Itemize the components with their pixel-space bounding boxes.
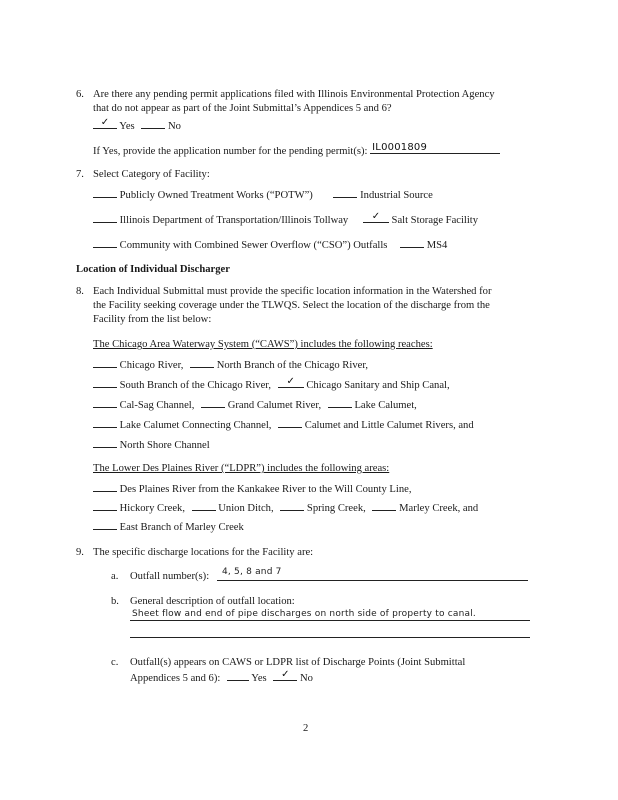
caws-row1 [93,357,368,372]
south-branch-checkbox[interactable] [93,377,117,388]
outfall-number-value: 4, 5, 8 and 7 [222,567,282,577]
q9c-yes-checkbox[interactable] [227,670,249,681]
caws-row2 [93,377,450,392]
caws-row5 [93,437,210,452]
q9a-label: a. [111,571,119,582]
page-number: 2 [303,723,309,734]
potw-label: Publicly Owned Treatment Works (“POTW”) [119,190,313,201]
hickory-checkbox[interactable] [93,500,117,511]
hickory-label: Hickory Creek, [119,503,185,514]
des-plaines-checkbox[interactable] [93,481,117,492]
ms4-label: MS4 [426,240,448,251]
q7-number: 7. [76,169,84,180]
cal-sag-label: Cal-Sag Channel, [119,400,195,411]
q9c-label: c. [111,657,119,668]
south-branch-label: South Branch of the Chicago River, [119,380,272,391]
salt-storage-label: Salt Storage Facility [391,215,479,226]
outfall-description-value: Sheet flow and end of pipe discharges on north side of property to canal. [132,609,476,619]
cso-label: Community with Combined Sewer Overflow (“CSO”) Outfalls [119,240,388,251]
ms4-checkbox[interactable] [400,237,424,248]
q9c-text2: Appendices 5 and 6): [130,673,221,684]
caws-heading: The Chicago Area Waterway System (“CAWS”) includes the following reaches: [93,339,433,350]
lake-calumet-checkbox[interactable] [328,397,352,408]
grand-calumet-checkbox[interactable] [201,397,225,408]
calumet-little-label: Calumet and Little Calumet Rivers, and [304,420,474,431]
chicago-river-label: Chicago River, [119,360,184,371]
q6-answer-row [93,118,181,133]
cal-sag-checkbox[interactable] [93,397,117,408]
q8-number: 8. [76,286,84,297]
outfall-description-field-line1[interactable] [130,620,530,621]
outfall-number-field[interactable] [217,580,528,581]
q9a-text: Outfall number(s): [130,571,210,582]
q7-row1 [93,187,433,202]
north-shore-checkbox[interactable] [93,437,117,448]
q9-title: The specific discharge locations for the Facility are: [93,547,314,558]
q6-followup-label: If Yes, provide the application number for the pending permit(s): [93,146,368,157]
spring-label: Spring Creek, [306,503,366,514]
q9c-text1: Outfall(s) appears on CAWS or LDPR list of Discharge Points (Joint Submittal [130,657,466,668]
q8-line1: Each Individual Submittal must provide the specific location information in the Watershed for [93,286,492,297]
union-checkbox[interactable] [192,500,216,511]
sanitary-ship-checkbox[interactable] [278,377,304,388]
north-shore-label: North Shore Channel [119,440,210,451]
industrial-checkbox[interactable] [333,187,357,198]
q9c-no-checkbox[interactable] [273,670,297,681]
north-branch-checkbox[interactable] [190,357,214,368]
application-number-field[interactable] [370,143,500,154]
q6-text-line1: Are there any pending permit applications filed with Illinois Environmental Protection Agency [93,89,495,100]
outfall-description-field-line2[interactable] [130,637,530,638]
caws-row4 [93,417,474,432]
q8-line2: the Facility seeking coverage under the TLWQS. Select the location of the discharge from the [93,300,490,311]
spring-checkbox[interactable] [280,500,304,511]
lake-calumet-label: Lake Calumet, [354,400,417,411]
ldpr-row1 [93,481,411,496]
marley-label: Marley Creek, and [399,503,479,514]
q7-title: Select Category of Facility: [93,169,210,180]
cso-checkbox[interactable] [93,237,117,248]
q6-number: 6. [76,89,84,100]
potw-checkbox[interactable] [93,187,117,198]
north-branch-label: North Branch of the Chicago River, [216,360,369,371]
check-mark-icon: ✓ [371,211,381,222]
calumet-little-checkbox[interactable] [278,417,302,428]
ldpr-row2 [93,500,478,515]
ldpr-row3 [93,519,244,534]
check-mark-icon: ✓ [100,117,110,128]
salt-storage-checkbox[interactable] [363,212,389,223]
application-number-value: IL0001809 [372,142,428,153]
q6-no-checkbox[interactable] [141,118,165,129]
section-heading: Location of Individual Discharger [76,264,230,275]
des-plaines-label: Des Plaines River from the Kankakee River to the Will County Line, [119,484,412,495]
union-label: Union Ditch, [218,503,274,514]
caws-row3 [93,397,417,412]
q9-number: 9. [76,547,84,558]
q9b-text: General description of outfall location: [130,596,295,607]
east-branch-label: East Branch of Marley Creek [119,522,244,533]
q9b-label: b. [111,596,119,607]
ldpr-heading: The Lower Des Plaines River (“LDPR”) includes the following areas: [93,463,390,474]
industrial-label: Industrial Source [360,190,433,201]
idot-checkbox[interactable] [93,212,117,223]
q9c-yes-label: Yes [251,673,267,684]
q6-yes-checkbox[interactable] [93,118,117,129]
q7-row3 [93,237,447,252]
q6-followup [93,143,500,158]
grand-calumet-label: Grand Calumet River, [227,400,322,411]
q9c-answer-row [130,670,313,685]
chicago-river-checkbox[interactable] [93,357,117,368]
check-mark-icon: ✓ [281,669,290,680]
q7-row2 [93,212,478,227]
marley-checkbox[interactable] [372,500,396,511]
lake-calumet-conn-label: Lake Calumet Connecting Channel, [119,420,272,431]
q6-yes-label: Yes [119,121,135,132]
sanitary-ship-label: Chicago Sanitary and Ship Canal, [306,380,450,391]
q8-line3: Facility from the list below: [93,314,212,325]
q6-text-line2: that do not appear as part of the Joint Submittal’s Appendices 5 and 6? [93,103,392,114]
q6-no-label: No [168,121,181,132]
q9c-no-label: No [299,673,313,684]
check-mark-icon: ✓ [286,376,295,387]
lake-calumet-conn-checkbox[interactable] [93,417,117,428]
east-branch-checkbox[interactable] [93,519,117,530]
idot-label: Illinois Department of Transportation/Illinois Tollway [119,215,349,226]
